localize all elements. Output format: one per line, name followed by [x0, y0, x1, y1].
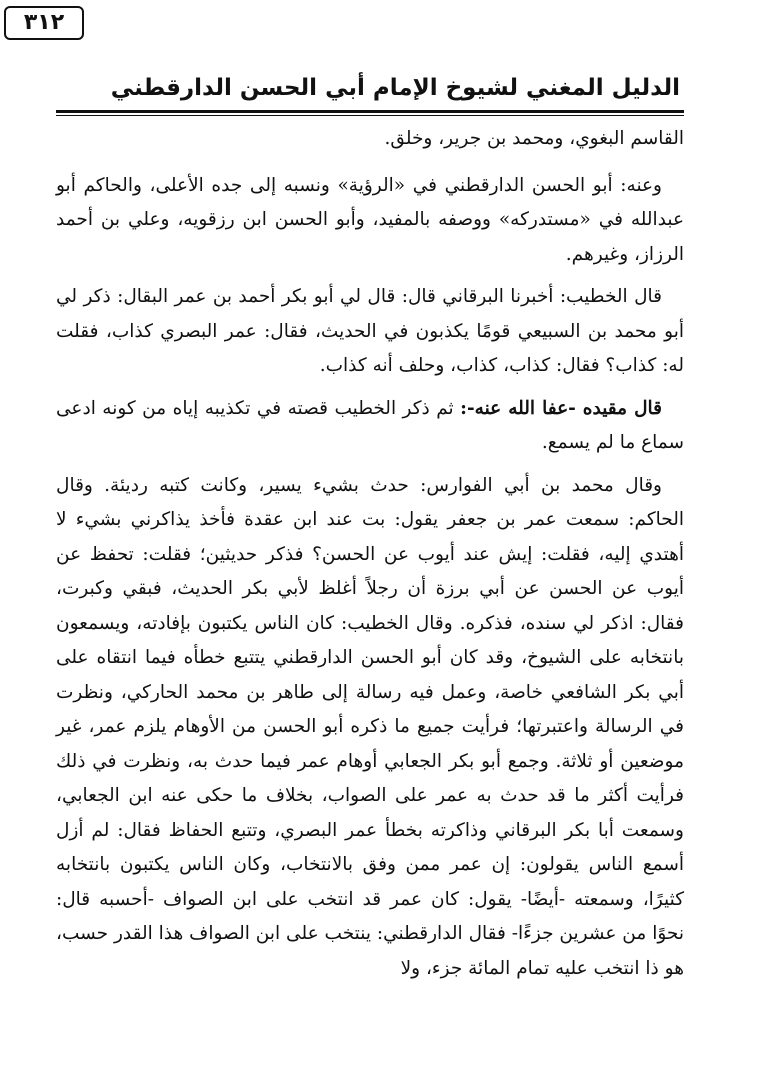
header-rule-thick — [56, 110, 684, 113]
page-header — [56, 63, 680, 105]
main-text — [56, 122, 684, 994]
paragraph: وقال محمد بن أبي الفوارس: حدث بشيء يسير، وكانت كتبه رديئة. وقال الحاكم: سمعت عمر بن جعفر يقول: بت عند ابن عقدة فأخذ يذاكرني بشيء لا أهتدي إليه، فقلت: إيش عند أيوب عن الحسن؟ فذكر حديثين؛ فقلت: تحفظ عن أيوب عن الحسن عن أبي برزة أن رجلاً أغلظ لأبي بكر الحديث، فبقي وكبرت، فقال: اذكر لي سنده، فذكره. وقال الخطيب: كان الناس يكتبون بإفادته، ويسمعون بانتخابه على الشيوخ، وقد كان أبو الحسن الدارقطني يتتبع خطأه فيما انتقاه على أبي بكر الشافعي خاصة، وعمل فيه رسالة إلى طاهر بن محمد الحاركي، ونظرت في الرسالة واعتبرتها؛ فرأيت جميع ما ذكره أبو الحسن من الأوهام يلزم عمر، غير موضعين أو ثلاثة. وجمع أبو بكر الجعابي أوهام عمر فيما حدث به، ونظرت في ذلك فرأيت أكثر ما قد حدث به عمر على الصواب، بخلاف ما حكى عنه ابن الجعابي، وسمعت أبا بكر البرقاني وذاكرته بخطأ عمر البصري، وتتبع الحفاظ فقال: لم أزل أسمع الناس يقولون: إن عمر ممن وفق بالانتخاب، وكان الناس يكتبون بانتخابه كثيرًا، وسمعته -أيضًا- يقول: كان عمر قد انتخب على ابن الصواف -أحسبه قال: نحوًا من عشرين جزءًا- فقال الدارقطني: ينتخب على ابن الصواف هذا القدر حسب، هو ذا انتخب عليه تمام المائة جزء، ولا — [56, 474, 684, 979]
paragraph: وعنه: أبو الحسن الدارقطني في «الرؤية» ونسبه إلى جده الأعلى، والحاكم أبو عبدالله في «مستدركه» ووصفه بالمفيد، وأبو الحسن ابن رزقويه، وعلي بن أحمد الرزاز، وغيرهم. — [56, 174, 684, 265]
paragraph: قال الخطيب: أخبرنا البرقاني قال: قال لي أبو بكر أحمد بن عمر البقال: ذكر لي أبو محمد بن السبيعي قومًا يكذبون في الحديث، فقال: عمر البصري كذاب، فقلت له: كذاب؟ فقال: كذاب، كذاب، وحلف أنه كذاب. — [56, 286, 684, 376]
editor-note-text: ثم ذكر الخطيب قصته في تكذيبه إياه من كونه ادعى سماع ما لم يسمع. — [56, 397, 684, 453]
page-number-box: ٣١٢ — [4, 6, 84, 40]
header-rule-thin — [56, 115, 684, 116]
paragraph: القاسم البغوي، ومحمد بن جرير، وخلق. — [384, 128, 684, 149]
editor-note-lead: قال مقيده -عفا الله عنه-: — [460, 397, 662, 419]
editor-note-paragraph — [56, 392, 684, 461]
running-title: الدليل المغني لشيوخ الإمام أبي الحسن الدارقطني — [110, 75, 680, 101]
